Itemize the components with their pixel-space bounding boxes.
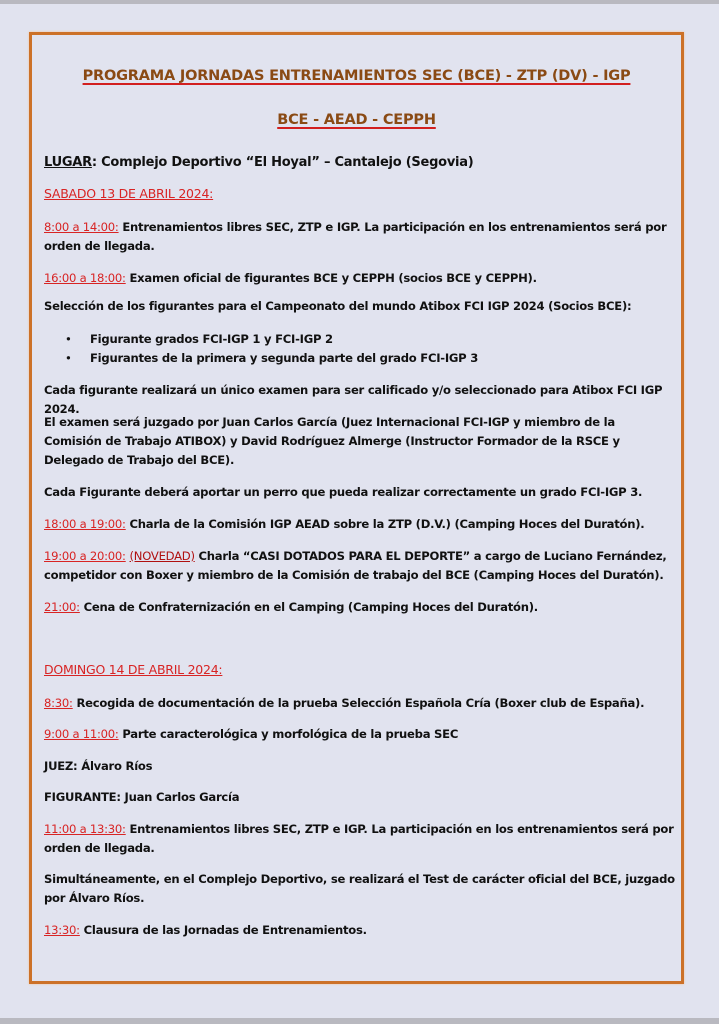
bullet-icon: • — [65, 351, 72, 365]
location-label: LUGAR — [44, 155, 92, 170]
exam-single: Cada figurante realizará un único examen para ser calificado y/o seleccionado para Atibox FCI IGP 2024. — [44, 383, 663, 416]
item-text: Clausura de las Jornadas de Entrenamientos. — [79, 923, 367, 937]
saturday-heading-row — [44, 184, 676, 204]
schedule-item — [44, 547, 676, 585]
list-item: • Figurante grados FCI-IGP 1 y FCI-IGP 2 — [44, 330, 664, 349]
bullet-list — [44, 330, 664, 368]
top-edge — [0, 0, 719, 4]
bottom-edge — [0, 1018, 719, 1024]
program-title-line1: PROGRAMA JORNADAS ENTRENAMIENTOS SEC (BCE) - ZTP (DV) - IGP — [82, 68, 631, 84]
schedule-item — [44, 820, 676, 858]
saturday-heading: SABADO 13 DE ABRIL 2024: — [44, 186, 214, 201]
figurante-line: FIGURANTE: Juan Carlos García — [44, 790, 240, 804]
item-text: Entrenamientos libres SEC, ZTP e IGP. La participación en los entrenamientos será por orden de llegada. — [44, 822, 674, 855]
novedad-label: (NOVEDAD) — [129, 549, 195, 563]
schedule-item — [44, 269, 676, 288]
time-label: 13:30: — [44, 923, 80, 937]
sunday-heading: DOMINGO 14 DE ABRIL 2024: — [44, 662, 223, 677]
time-label: 8:30: — [44, 696, 73, 710]
bullet-icon: • — [65, 332, 72, 346]
time-label: 11:00 a 13:30: — [44, 822, 126, 836]
schedule-item — [44, 725, 676, 744]
schedule-item — [44, 694, 676, 713]
item-text: Parte caracterológica y morfológica de la prueba SEC — [118, 727, 459, 741]
item-text: Entrenamientos libres SEC, ZTP e IGP. La participación en los entrenamientos será por orden de llegada. — [44, 220, 667, 253]
time-label: 16:00 a 18:00: — [44, 271, 126, 285]
time-label: 21:00: — [44, 600, 80, 614]
schedule-item — [44, 598, 676, 617]
location-text: : Complejo Deportivo “El Hoyal” – Cantalejo (Segovia) — [91, 155, 474, 170]
item-text: Charla de la Comisión IGP AEAD sobre la ZTP (D.V.) (Camping Hoces del Duratón). — [125, 517, 645, 531]
schedule-item — [44, 218, 676, 256]
item-text: Cena de Confraternización en el Camping (Camping Hoces del Duratón). — [79, 600, 538, 614]
list-item: • Figurantes de la primera y segunda parte del grado FCI-IGP 3 — [44, 349, 664, 368]
simultaneous-note: Simultáneamente, en el Complejo Deportivo, se realizará el Test de carácter oficial del BCE, juzgado por Álvaro Ríos. — [44, 872, 675, 905]
time-label: 19:00 a 20:00: — [44, 549, 126, 563]
time-label: 8:00 a 14:00: — [44, 220, 119, 234]
program-frame — [29, 32, 684, 984]
time-label: 9:00 a 11:00: — [44, 727, 119, 741]
item-text: Examen oficial de figurantes BCE y CEPPH (socios BCE y CEPPH). — [125, 271, 537, 285]
closing-item — [44, 921, 676, 940]
item-text: Charla “CASI DOTADOS PARA EL DEPORTE” a cargo de Luciano Fernández, competidor con Boxer y miembro de la Comisión de trabajo del BCE (Camping Hoces del Duratón). — [44, 549, 667, 582]
program-title-line2: BCE - AEAD - CEPPH — [277, 112, 436, 128]
location-line — [44, 153, 676, 172]
exam-judges: El examen será juzgado por Juan Carlos García (Juez Internacional FCI-IGP y miembro de la Comisión de Trabajo ATIBOX) y David Rodríguez Almerge (Instructor Formador de la RSCE y Delegado de Trabajo del BCE). — [44, 415, 620, 467]
sunday-heading-row — [44, 660, 676, 680]
exam-dog: Cada Figurante deberá aportar un perro que pueda realizar correctamente un grado FCI-IGP 3. — [44, 485, 643, 499]
item-text: Recogida de documentación de la prueba Selección Española Cría (Boxer club de España). — [72, 696, 645, 710]
judge-line: JUEZ: Álvaro Ríos — [44, 759, 153, 773]
time-label: 18:00 a 19:00: — [44, 517, 126, 531]
schedule-item — [44, 515, 676, 534]
selection-intro: Selección de los figurantes para el Campeonato del mundo Atibox FCI IGP 2024 (Socios BCE): — [44, 299, 632, 313]
